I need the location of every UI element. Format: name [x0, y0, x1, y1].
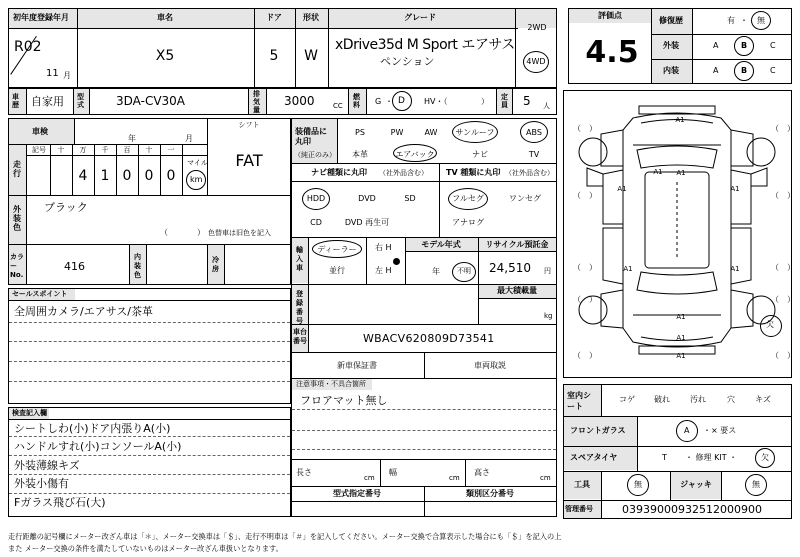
color-no-label: カラーNo. [10, 253, 24, 279]
length-label: 長さ [296, 468, 312, 477]
damage-mark: A1 [676, 313, 686, 321]
inspector-notes-label: 検査記入欄 [12, 409, 47, 417]
score-value: 4.5 [585, 35, 639, 70]
height-unit: cm [540, 474, 551, 482]
tv-label: TV 種類に丸印 [446, 168, 501, 177]
mileage-unit-label: 千 [101, 146, 109, 154]
width-unit: cm [449, 474, 460, 482]
inspector-note-2: ハンドルすれ(小)コンソールA(小) [14, 440, 182, 453]
km-label: km [190, 175, 203, 184]
door-label: ドア [266, 13, 282, 22]
repair-no: 無 [757, 16, 765, 25]
spare-t: T [662, 453, 667, 462]
tv-analog: アナログ [452, 218, 484, 227]
repaint-open: （ [160, 228, 168, 237]
footer-line-2: また メーター交換の条件を満たしていないものはメーター改ざん車扱いとなります。 [8, 544, 283, 553]
first-registration-month: 11 [46, 68, 59, 79]
model-value: 3DA-CV30A [116, 94, 186, 108]
interior-color-label: 内装色 [134, 253, 141, 279]
mileage-unit-label: 一 [167, 146, 175, 154]
import-label: 輸入車 [296, 246, 303, 272]
grade-label: グレード [404, 13, 436, 22]
month-unit: 月 [63, 71, 71, 80]
diagram-paren: （ ） [771, 295, 795, 304]
sheet-tear: 破れ [654, 395, 670, 404]
tools-value: 無 [634, 480, 642, 489]
category-label: 類別区分番号 [466, 489, 514, 498]
model-year-unknown: 不明 [457, 267, 471, 275]
recycle-value: 24,510 [489, 261, 531, 275]
color-label: 外装色 [13, 205, 21, 232]
tools-label: 工具 [574, 480, 590, 489]
repaint-close: ） [197, 228, 205, 237]
windshield-ng: ・× 要ス [703, 426, 737, 435]
diagram-paren: （ ） [573, 191, 597, 200]
damage-mark: A1 [675, 116, 685, 124]
import-dealer: ディーラー [317, 245, 357, 254]
navi-sd: SD [404, 194, 416, 203]
navi-dvd-play: DVD 再生可 [344, 218, 390, 227]
mileage-label: 走行 [13, 160, 21, 178]
inspector-note-5: Fガラス飛び石(大) [14, 496, 106, 509]
fuel-d: D [398, 96, 405, 106]
damage-mark: A1 [730, 265, 740, 273]
interior-grade-b: B [741, 66, 748, 75]
tv-sublabel: （社外品含む） [505, 169, 554, 177]
fuel-label: 燃料 [353, 93, 360, 109]
mileage-digit: 0 [122, 168, 132, 184]
repair-history-label: 修復歴 [659, 16, 683, 25]
control-no-label: 管理番号 [565, 505, 593, 513]
drive-2wd: 2WD [527, 23, 547, 32]
type-designation-label: 型式指定番号 [333, 489, 381, 498]
door-count: 5 [269, 48, 279, 64]
length-unit: cm [364, 474, 375, 482]
car-name: X5 [155, 48, 175, 64]
inspector-note-3: 外装薄線キズ [14, 459, 80, 472]
recycle-label: リサイクル預託金 [485, 240, 549, 249]
kg-unit: kg [544, 312, 553, 320]
usage-label: 車歴 [12, 93, 19, 109]
first-registration-year: R02 [14, 39, 42, 55]
control-no-value: 03939000932512000900 [622, 503, 762, 516]
fuel-close: ） [481, 97, 489, 106]
diagram-paren: （ ） [771, 351, 795, 360]
spec-row [8, 88, 557, 115]
damage-mark: A1 [623, 265, 633, 273]
navi-hdd: HDD [306, 194, 326, 203]
exterior-label: 外装 [663, 41, 679, 50]
interior-label: 内装 [663, 66, 679, 75]
shift-label: シフト [238, 121, 260, 129]
grade-line-2: ペンション [380, 55, 435, 68]
interior-sheet-label: 室内シート [567, 391, 591, 411]
equip-navi: ナビ [472, 150, 488, 159]
diagram-paren: （ ） [573, 263, 597, 272]
lack-label: 欠 [766, 320, 774, 329]
diagram-paren: （ ） [771, 191, 795, 200]
import-parallel: 並行 [329, 266, 345, 275]
cc-unit: CC [333, 102, 343, 110]
height-label: 高さ [474, 468, 490, 477]
score-label: 評価点 [598, 11, 622, 20]
shift-value: FAT [235, 151, 263, 170]
diagram-paren: （ ） [573, 124, 597, 133]
color-no-value: 416 [64, 260, 85, 273]
inspection-label: 車検 [32, 127, 48, 136]
mileage-digit: 0 [166, 168, 176, 184]
mileage-unit-label: 十 [145, 146, 153, 154]
notes-label: 注意事項・不具合箇所 [296, 380, 366, 388]
mileage-digit: 1 [100, 168, 110, 184]
jack-value: 無 [752, 480, 760, 489]
grade-line-1: xDrive35d M Sport エアサス [335, 37, 515, 53]
equip-abs: ABS [526, 128, 542, 137]
exterior-grade-b: B [741, 41, 748, 50]
notes-value: フロアマット無し [300, 394, 388, 407]
spare-repair-kit: ・ 修理 KIT ・ [685, 453, 738, 462]
mileage-digit: 0 [144, 168, 154, 184]
spare-lack: 欠 [761, 453, 769, 462]
damage-mark: A1 [676, 352, 686, 360]
equip-leather: 本革 [352, 150, 368, 159]
displacement-value: 3000 [284, 94, 315, 108]
navi-sublabel: （社外品含む） [379, 169, 428, 177]
equipment-label: 装備品に丸印 [295, 127, 327, 146]
usage-value: 自家用 [31, 95, 64, 108]
equipment-sublabel: （純正のみ） [294, 151, 336, 159]
capacity-value: 5 [523, 94, 531, 108]
ac-label: 冷房 [212, 256, 219, 273]
shape-label: 形状 [303, 13, 319, 22]
model-label: 型式 [77, 93, 84, 109]
model-year-unit: 年 [432, 267, 440, 276]
tv-oneseg: ワンセグ [509, 194, 541, 203]
damage-mark: A1 [676, 334, 686, 342]
mileage-unit-label: 十 [57, 146, 65, 154]
reg-no-label: 登録番号 [296, 290, 303, 325]
handle-left-dot [393, 258, 400, 265]
capacity-unit: 人 [543, 102, 550, 110]
footer-line-1: 走行距離の記号欄にメーター改ざん車は「＊」、メーター交換車は「＄」、走行不明車は「＃」を記入してください。メーター交換で合算表示した場合にも「＄」を記入の上 [8, 532, 562, 541]
sheet-scratch: キズ [755, 395, 771, 404]
diagram-paren: （ ） [573, 351, 597, 360]
fuel-hv: HV・（ [424, 97, 448, 106]
damage-mark: A1 [617, 185, 627, 193]
inspector-note-4: 外装小傷有 [14, 477, 69, 490]
displacement-label: 排気量 [253, 90, 260, 114]
spare-tire-label: スペアタイヤ [570, 453, 618, 462]
navi-label: ナビ種類に丸印 [311, 168, 367, 177]
sheet-dirt: 汚れ [690, 395, 706, 404]
sheet-burn: コゲ [619, 395, 635, 404]
diagram-paren: （ ） [771, 263, 795, 272]
jack-label: ジャッキ [680, 480, 712, 489]
width-label: 幅 [389, 468, 397, 477]
navi-dvd: DVD [358, 194, 376, 203]
diagram-paren: （ ） [771, 124, 795, 133]
equip-aw: AW [424, 128, 438, 137]
record-label: 記号 [32, 146, 46, 154]
max-load-label: 最大積載量 [497, 286, 537, 295]
import-right-h: 右 H [375, 243, 392, 252]
inspection-year-unit: 年 [128, 134, 136, 143]
equip-airbag: エアバック [395, 150, 435, 159]
chassis-label: 車台番号 [293, 328, 307, 345]
middle-column [291, 118, 557, 517]
mileage-digit: 4 [78, 168, 88, 184]
equip-pw: PW [390, 128, 404, 137]
mileage-unit-label: 万 [79, 146, 87, 154]
capacity-label: 定員 [501, 93, 508, 109]
first-registration-label: 初年度登録年月 [13, 13, 69, 22]
damage-mark: A1 [730, 185, 740, 193]
navi-cd: CD [310, 218, 322, 227]
tv-fullseg: フルセグ [452, 194, 484, 203]
equip-ps: PS [355, 128, 365, 137]
inspection-month-unit: 月 [185, 134, 193, 143]
sales-point-label: セールスポイント [12, 290, 68, 298]
sheet-hole: 穴 [727, 395, 735, 404]
inspector-note-1: シートしわ(小)ドア内張りA(小) [14, 422, 171, 435]
damage-mark: A1 [676, 169, 686, 177]
equip-sunroof: サンルーフ [455, 128, 495, 137]
warranty-label: 新車保証書 [337, 361, 377, 370]
equip-tv: TV [528, 150, 540, 159]
repaint-note: 色替車は旧色を記入 [208, 229, 271, 237]
yen-unit: 円 [544, 267, 551, 275]
body-shape: W [304, 48, 318, 64]
drive-4wd: 4WD [526, 57, 546, 66]
model-year-label: モデル年式 [421, 240, 461, 249]
diagram-paren: （ ） [573, 295, 597, 304]
import-left-h: 左 H [375, 266, 392, 275]
repair-yes: 有 [727, 16, 735, 25]
windshield-label: フロントガラス [570, 426, 626, 435]
fuel-g: G [375, 97, 382, 106]
mileage-unit-label: 百 [123, 146, 131, 154]
damage-mark: A1 [653, 168, 663, 176]
sales-point-line: 全周囲カメラ/エアサス/茶革 [14, 305, 153, 318]
mile-label: マイル [187, 159, 208, 167]
windshield-ok: A [684, 426, 690, 435]
chassis-no: WBACV620809D73541 [363, 332, 495, 345]
car-name-label: 車名 [157, 13, 173, 22]
color-value: ブラック [44, 201, 88, 214]
manual-label: 車両取説 [474, 361, 506, 370]
